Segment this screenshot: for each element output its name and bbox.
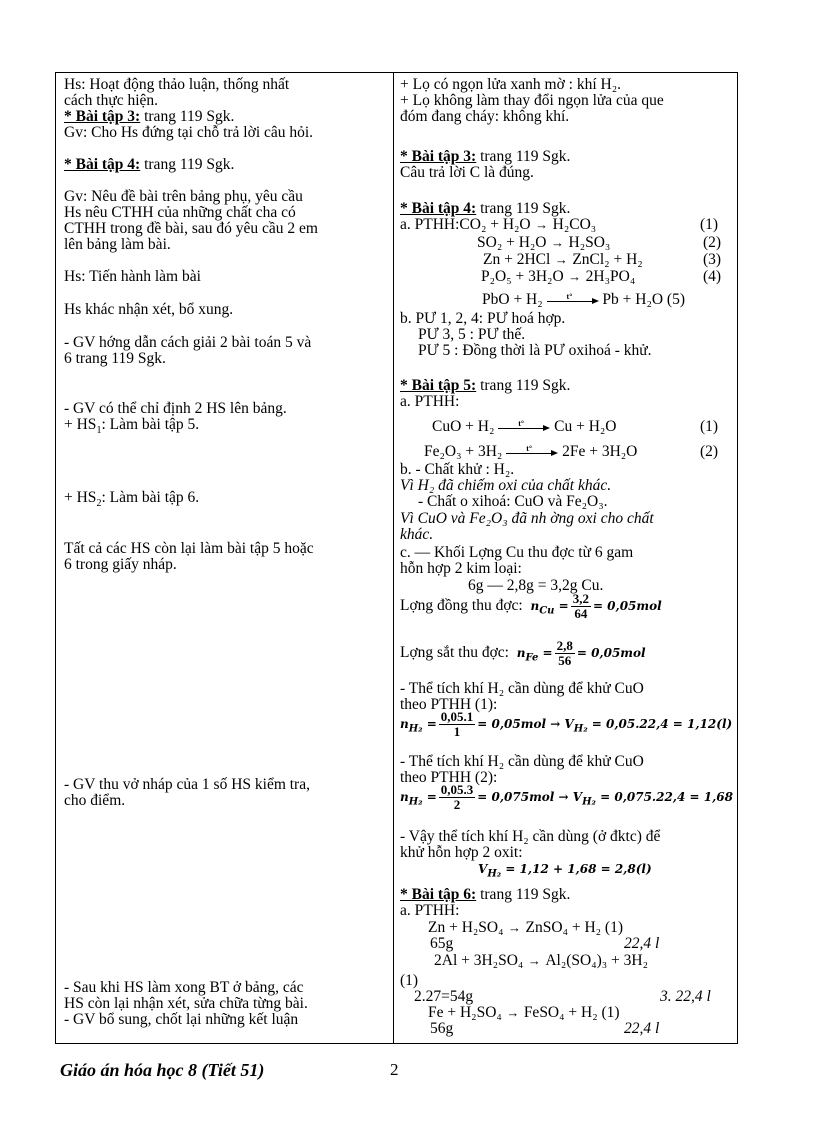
text-line: a. PTHH:: [400, 902, 460, 919]
text-line: HS còn lại nhận xét, sửa chữa từng bài.: [64, 995, 308, 1012]
equation-line: CuO + H₂ t° Cu + H₂O (1): [432, 418, 719, 435]
teacher-column: [64, 77, 386, 1041]
text-line: 6 trang 119 Sgk.: [64, 350, 166, 367]
footer-title: Giáo án hóa học 8 (Tiết 51): [60, 1060, 265, 1080]
text-line: Hs khác nhận xét, bổ xung.: [64, 301, 234, 318]
text-line: + Lọ có ngọn lửa xanh mờ : khí H₂.: [400, 77, 622, 93]
exercise-5-heading: [400, 378, 570, 394]
text-line: lên bảng làm bài.: [64, 236, 171, 253]
column-divider: [393, 73, 394, 1043]
text-line: đóm đang cháy: không khí.: [400, 108, 570, 125]
text-line: - GV thu vở nháp của 1 số HS kiểm tra,: [64, 776, 310, 793]
exercise-label: * Bài tập 4:: [64, 156, 141, 173]
exercise-4-heading: [64, 157, 234, 173]
text-line: Gv: Cho Hs đứng tại chỗ trả lời câu hỏi.: [64, 124, 314, 141]
right-arrow-icon: →: [551, 235, 565, 250]
total-volume-formula: $V_{H_2} = 1,12 + 1,68 = 2,8(l)$: [478, 862, 652, 880]
volume-value: 3. 22,4 l: [660, 988, 711, 1005]
exercise-ref: trang 119 Sgk.: [140, 156, 235, 173]
text-line: a. PTHH:: [400, 393, 460, 410]
exercise-label: * Bài tập 3:: [64, 108, 141, 125]
text-line: cho điểm.: [64, 792, 126, 809]
text-line: Tất cả các HS còn lại làm bài tập 5 hoặc: [64, 540, 314, 557]
text-line: theo PTHH (2):: [400, 769, 498, 786]
exercise-3-heading: [64, 109, 234, 125]
equation-line: P₂O₅ + 3H₂O → 2H₃PO₄ (4): [481, 268, 722, 285]
text-line: - Thể tích khí H₂ cần dùng để khử CuO: [400, 680, 644, 697]
text-line: - Vậy thể tích khí H₂ cần dùng (ở đktc) để: [400, 828, 661, 845]
exercise-ref: trang 119 Sgk.: [476, 200, 571, 217]
equation-line: Fe + H₂SO₄ → FeSO₄ + H₂ (1): [428, 1004, 620, 1021]
text-line: CTHH trong đề bài, sau đó yêu cầu 2 em: [64, 220, 318, 237]
mass-value: 65g: [430, 935, 454, 952]
mass-value: 2.27=54g: [414, 988, 474, 1005]
exercise-label: * Bài tập 4:: [400, 200, 477, 217]
mass-value: 56g: [430, 1020, 454, 1037]
right-arrow-icon: →: [506, 1005, 520, 1020]
text-line: - Thể tích khí H₂ cần dùng để khử CuO: [400, 753, 644, 770]
exercise-label: * Bài tập 3:: [400, 148, 477, 165]
exercise-label: * Bài tập 5:: [400, 377, 477, 394]
right-arrow-icon: t°: [498, 420, 550, 434]
text-line: 6 trong giấy nháp.: [64, 556, 177, 573]
exercise-ref: trang 119 Sgk.: [476, 886, 571, 903]
equation-line: PbO + H₂ t° Pb + H₂O (5): [482, 291, 686, 308]
equation-line: a. PTHH:CO₂ + H₂O → H₂CO₃ (1): [400, 216, 719, 233]
volume-formula-1: $n_{H_2}$ = $\frac{0,05.1}{1}$ = $0,05mol \to V_{H_2} = 0,05.22,4 = 1,12(l)$: [400, 709, 733, 739]
text-line: khử hỗn hợp 2 oxit:: [400, 844, 523, 861]
equation-line: SO₂ + H₂O → H₂SO₃ (2): [477, 234, 722, 251]
right-arrow-icon: t°: [547, 293, 599, 307]
text-line: - Sau khi HS làm xong BT ở bảng, các: [64, 979, 304, 996]
text-line: Câu trả lời C là đúng.: [400, 164, 534, 181]
page-number: 2: [390, 1060, 399, 1079]
text-line: b. PƯ 1, 2, 4: PƯ hoá hợp.: [400, 310, 566, 327]
equation-number: (1): [400, 972, 419, 989]
iron-mass-formula: Lợng sắt thu đợc: $n_{Fe}$ = $\frac{2,8}{56}$ = 0,05mol: [400, 638, 646, 668]
text-line: Gv: Nêu đề bài trên bảng phụ, yêu cầu: [64, 188, 303, 205]
text-line: PƯ 5 : Đồng thời là PƯ oxihoá - khử.: [418, 342, 652, 359]
volume-formula-2: $n_{H_2}$ = $\frac{0,05.3}{2}$ = $0,075mol \to V_{H_2} = 0,075.22,4 = 1,68$: [400, 782, 733, 812]
student-column: [400, 77, 738, 1041]
exercise-ref: trang 119 Sgk.: [476, 148, 571, 165]
volume-value: 22,4 l: [624, 1020, 660, 1037]
right-arrow-icon: →: [568, 269, 582, 284]
text-line: + $HS_1$: Làm bài tập 5.: [64, 416, 200, 437]
text-line: theo PTHH (1):: [400, 696, 498, 713]
text-line: Hs: Tiến hành làm bài: [64, 268, 201, 285]
text-line: - GV có thể chỉ định 2 HS lên bảng.: [64, 400, 287, 417]
text-line: khác.: [400, 526, 434, 543]
equation-line: 2Al + 3H₂SO₄ → Al₂(SO₄)₃ + 3H₂: [434, 952, 648, 969]
text-line: + Lọ không làm thay đổi ngọn lửa của que: [400, 92, 664, 109]
text-line: - GV bổ sung, chốt lại những kết luận: [64, 1011, 299, 1028]
right-arrow-icon: →: [554, 252, 568, 267]
exercise-ref: trang 119 Sgk.: [476, 377, 571, 394]
right-arrow-icon: →: [527, 953, 541, 968]
equation-line: Zn + 2HCl → ZnCl₂ + H₂ (3): [483, 251, 722, 268]
text-line: Hs nêu CTHH của những chất cha có: [64, 204, 296, 221]
text-line: b. - Chất khử : H₂.: [400, 461, 515, 478]
exercise-ref: trang 119 Sgk.: [140, 108, 235, 125]
text-line: Hs: Hoạt động thảo luận, thống nhất: [64, 77, 290, 93]
exercise-label: * Bài tập 6:: [400, 886, 477, 903]
right-arrow-icon: →: [508, 920, 522, 935]
text-line: Vì H₂ đã chiếm oxi của chất khác.: [400, 477, 612, 494]
text-line: Vì CuO và Fe₂O₃ đã nh ờng oxi cho chất: [400, 510, 654, 527]
right-arrow-icon: t°: [506, 445, 558, 459]
right-arrow-icon: →: [535, 217, 549, 232]
text-line: - GV hớng dẫn cách giải 2 bài toán 5 và: [64, 334, 312, 351]
exercise-4-heading: [400, 201, 570, 217]
text-line: - Chất o xihoá: CuO và Fe₂O₃.: [418, 493, 608, 510]
exercise-6-heading: [400, 887, 570, 903]
equation-line: Zn + H₂SO₄ → ZnSO₄ + H₂ (1): [428, 919, 624, 936]
lesson-table: [55, 72, 738, 1044]
equation-line: Fe₂O₃ + 3H₂ t° 2Fe + 3H₂O (2): [424, 443, 719, 460]
text-line: PƯ 3, 5 : PƯ thế.: [418, 326, 526, 343]
text-line: + $HS_2$: Làm bài tập 6.: [64, 489, 200, 510]
text-line: cách thực hiện.: [64, 92, 159, 109]
exercise-3-heading: [400, 149, 570, 165]
text-line: 6g — 2,8g = 3,2g Cu.: [468, 577, 604, 594]
text-line: c. — Khối Lợng Cu thu đợc từ 6 gam: [400, 544, 634, 561]
text-line: hỗn hợp 2 kim loại:: [400, 560, 522, 577]
volume-value: 22,4 l: [624, 935, 660, 952]
copper-mass-formula: Lợng đồng thu đợc: $n_{Cu}$ = $\frac{3,2}{64}$ = 0,05mol: [400, 591, 662, 621]
